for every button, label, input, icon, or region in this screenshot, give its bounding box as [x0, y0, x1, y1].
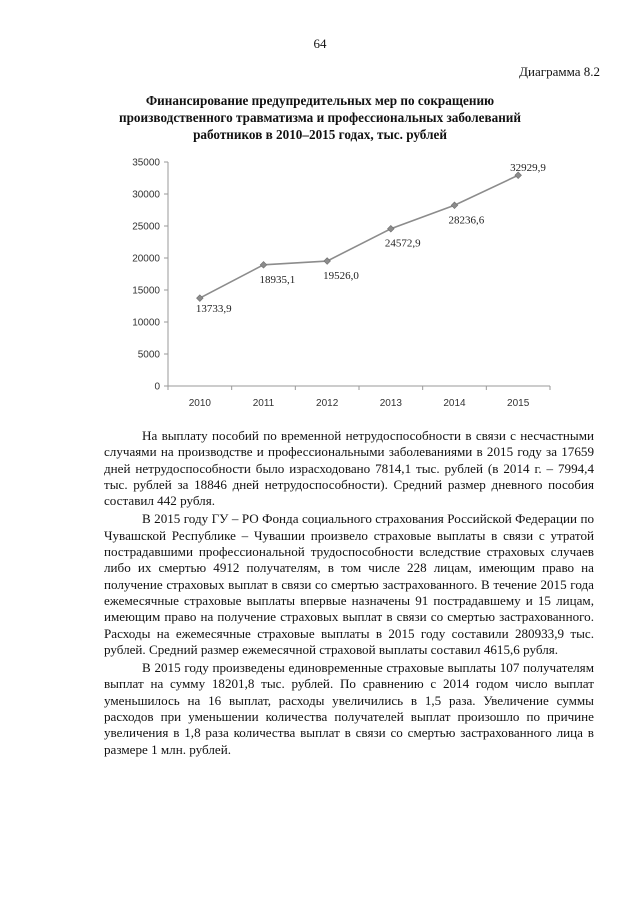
- paragraph: На выплату пособий по временной нетрудоспособности в связи с несчастными случаями на производстве и профессиональными заболеваниями в 2015 году за 17659 дней нетрудоспособности было израсходовано 7814,1 тыс. рублей (в 2014 г. – 7994,4 тыс. рублей за 18846 дней нетрудоспособности). Средний размер дневного пособия составил 442 рубля.: [104, 428, 594, 509]
- y-tick-label: 15000: [132, 285, 160, 297]
- data-point: [260, 262, 267, 269]
- data-point: [451, 202, 458, 209]
- data-point: [324, 258, 331, 265]
- y-tick-label: 10000: [132, 317, 160, 329]
- x-tick-label: 2013: [379, 398, 402, 409]
- series-line: [200, 175, 518, 298]
- data-label: 32929,9: [510, 162, 546, 175]
- data-point: [197, 295, 204, 302]
- chart-title-line: Финансирование предупредительных мер по сокращению: [145, 93, 495, 108]
- diagram-label: Диаграмма 8.2: [519, 64, 600, 79]
- x-tick-label: 2010: [188, 398, 211, 409]
- y-tick-label: 35000: [132, 157, 160, 169]
- data-label: 19526,0: [323, 270, 359, 283]
- x-tick-label: 2011: [252, 398, 275, 409]
- body-text: [104, 428, 594, 760]
- x-tick-label: 2012: [316, 398, 339, 409]
- data-label: 13733,9: [195, 303, 232, 316]
- y-tick-label: 0: [154, 381, 160, 393]
- y-tick-label: 20000: [132, 253, 160, 265]
- x-tick-label: 2015: [507, 398, 530, 409]
- line-chart: [118, 150, 558, 412]
- data-label: 28236,6: [448, 214, 485, 227]
- paragraph: В 2015 году ГУ – РО Фонда социального страхования Российской Федерации по Чувашской Республике – Чувашии произвело страховые выплаты в связи с утратой пострадавшими профессиональной трудоспособности вследствие страховых случаев либо их смертью 4912 получателям, в том числе 228 лицам, имеющим право на получение страховых выплат в связи со смертью застрахованного. В течение 2015 года ежемесячные страховые выплаты впервые назначены 91 пострадавшему и 15 лицам, имеющим право на получение страховых выплат в связи со смертью застрахованного. Расходы на ежемесячные страховые выплаты в 2015 году составили 280933,9 тыс. рублей. Средний размер ежемесячной страховой выплаты составил 4615,6 рубля.: [104, 511, 594, 657]
- chart-title-line: производственного травматизма и профессиональных заболеваний: [119, 110, 521, 125]
- chart-title-line: работников в 2010–2015 годах, тыс. рублей: [193, 127, 447, 142]
- data-label: 24572,9: [384, 237, 421, 250]
- data-point: [388, 225, 395, 232]
- y-tick-label: 30000: [132, 189, 160, 201]
- y-tick-label: 25000: [132, 221, 160, 233]
- chart-title: [100, 92, 540, 143]
- x-tick-label: 2014: [443, 398, 466, 409]
- paragraph: В 2015 году произведены единовременные страховые выплаты 107 получателям выплат на сумму 18201,8 тыс. рублей. По сравнению с 2014 годом число выплат уменьшилось на 16 выплат, расходы увеличились в 1,5 раза. Увеличение суммы расходов при уменьшении количества получателей выплат произошло по причине увеличения в 1,8 раза количества выплат в связи со смертью застрахованного лица в размере 1 млн. рублей.: [104, 660, 594, 757]
- y-tick-label: 5000: [137, 349, 160, 361]
- data-label: 18935,1: [259, 273, 296, 286]
- page-number: 64: [313, 36, 327, 51]
